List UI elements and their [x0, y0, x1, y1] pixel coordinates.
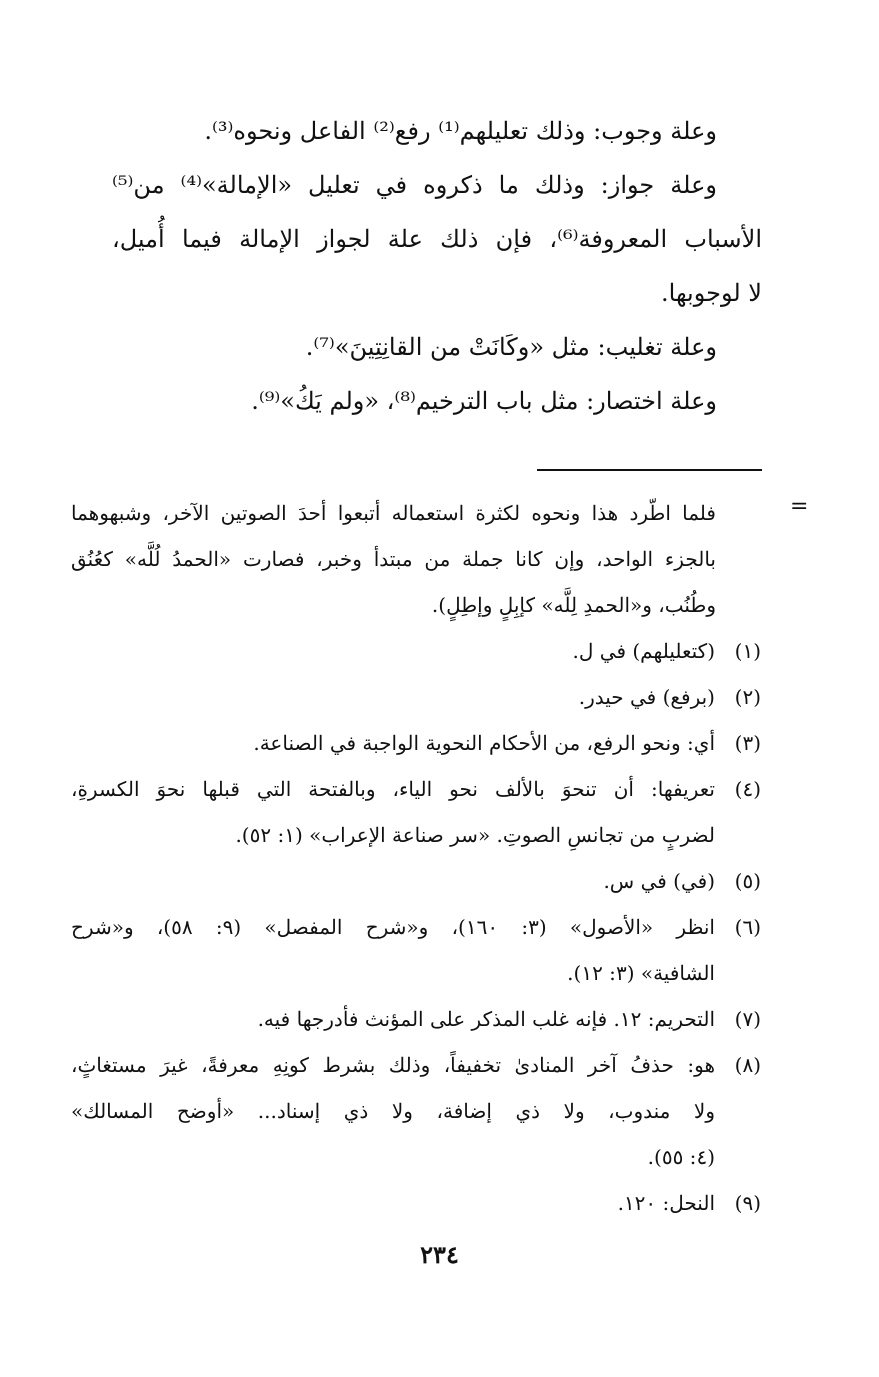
footnote-line: تعريفها: أن تنحوَ بالألف نحو الياء، وبالفتحة التي قبلها نحوَ الكسرةِ،	[71, 777, 715, 801]
footnote	[71, 628, 761, 674]
footnote-line: النحل: ١٢٠.	[617, 1191, 715, 1215]
footnote	[71, 1180, 761, 1226]
main-text	[112, 104, 762, 428]
footnote-line: (٤: ٥٥).	[647, 1145, 715, 1169]
footnote-line: انظر «الأصول» (٣: ١٦٠)، و«شرح المفصل» (٩: ٥٨)، و«شرح	[71, 915, 715, 939]
footnote-number: (٣)	[734, 731, 761, 755]
footnote	[71, 674, 761, 720]
footnote-number: (٩)	[734, 1191, 761, 1215]
main-line: وعلة جواز: وذلك ما ذكروه في تعليل «الإمالة»⁽⁴⁾ من⁽⁵⁾	[112, 171, 717, 199]
footnote	[71, 1042, 761, 1180]
page-number: ٢٣٤	[420, 1240, 459, 1269]
footnote-line: (في) في س.	[603, 869, 715, 893]
footnote	[71, 996, 761, 1042]
footnotes	[71, 490, 761, 1226]
footnote-number: (٢)	[734, 685, 761, 709]
footnote	[71, 904, 761, 996]
footnote-continuation	[71, 490, 761, 628]
footnote-line: ولا مندوب، ولا ذي إضافة، ولا ذي إسناد... «أوضح المسالك»	[71, 1099, 715, 1123]
footnote-line: (برفع) في حيدر.	[578, 685, 715, 709]
footnote-line: وطُنُب، و«الحمدِ لِلَّه» كإبِلٍ وإطِلٍ).	[431, 593, 716, 617]
footnote-line: هو: حذفُ آخر المنادىٰ تخفيفاً، وذلك بشرط كونِهِ معرفةً، غيرَ مستغاثٍ،	[71, 1053, 715, 1077]
footnote	[71, 720, 761, 766]
footnote-line: أي: ونحو الرفع، من الأحكام النحوية الواجبة في الصناعة.	[253, 731, 715, 755]
footnote	[71, 858, 761, 904]
footnote-line: (كتعليلهم) في ل.	[572, 639, 715, 663]
footnote-number: (٧)	[734, 1007, 761, 1031]
footnote	[71, 766, 761, 858]
continuation-mark: =	[790, 494, 809, 519]
main-line: لا لوجوبها.	[661, 279, 762, 307]
footnote-line: فلما اطّرد هذا ونحوه لكثرة استعماله أتبعوا أحدَ الصوتين الآخر، وشبهوهما	[71, 501, 716, 525]
footnote-number: (٨)	[734, 1053, 761, 1077]
footnote-number: (١)	[734, 639, 761, 663]
footnote-number: (٥)	[734, 869, 761, 893]
main-line: وعلة اختصار: مثل باب الترخيم⁽⁸⁾، «ولم يَكُ»⁽⁹⁾.	[251, 387, 717, 415]
footnote-line: بالجزء الواحد، وإن كانا جملة من مبتدأ وخبر، فصارت «الحمدُ لُلَّه» كعُنُق	[71, 547, 716, 571]
footnote-line: الشافية» (٣: ١٢).	[567, 961, 715, 985]
main-line: وعلة وجوب: وذلك تعليلهم⁽¹⁾ رفع⁽²⁾ الفاعل ونحوه⁽³⁾.	[204, 117, 717, 145]
footnote-separator	[537, 469, 762, 471]
main-line: وعلة تغليب: مثل «وكَانَتْ من القانِتِينَ»⁽⁷⁾.	[305, 333, 717, 361]
footnote-line: التحريم: ١٢. فإنه غلب المذكر على المؤنث فأدرجها فيه.	[257, 1007, 715, 1031]
footnote-line: لضربٍ من تجانسِ الصوتِ. «سر صناعة الإعراب» (١: ٥٢).	[235, 823, 715, 847]
main-line: الأسباب المعروفة⁽⁶⁾، فإن ذلك علة لجواز الإمالة فيما أُميل،	[112, 225, 762, 253]
footnote-number: (٤)	[734, 777, 761, 801]
footnote-number: (٦)	[734, 915, 761, 939]
